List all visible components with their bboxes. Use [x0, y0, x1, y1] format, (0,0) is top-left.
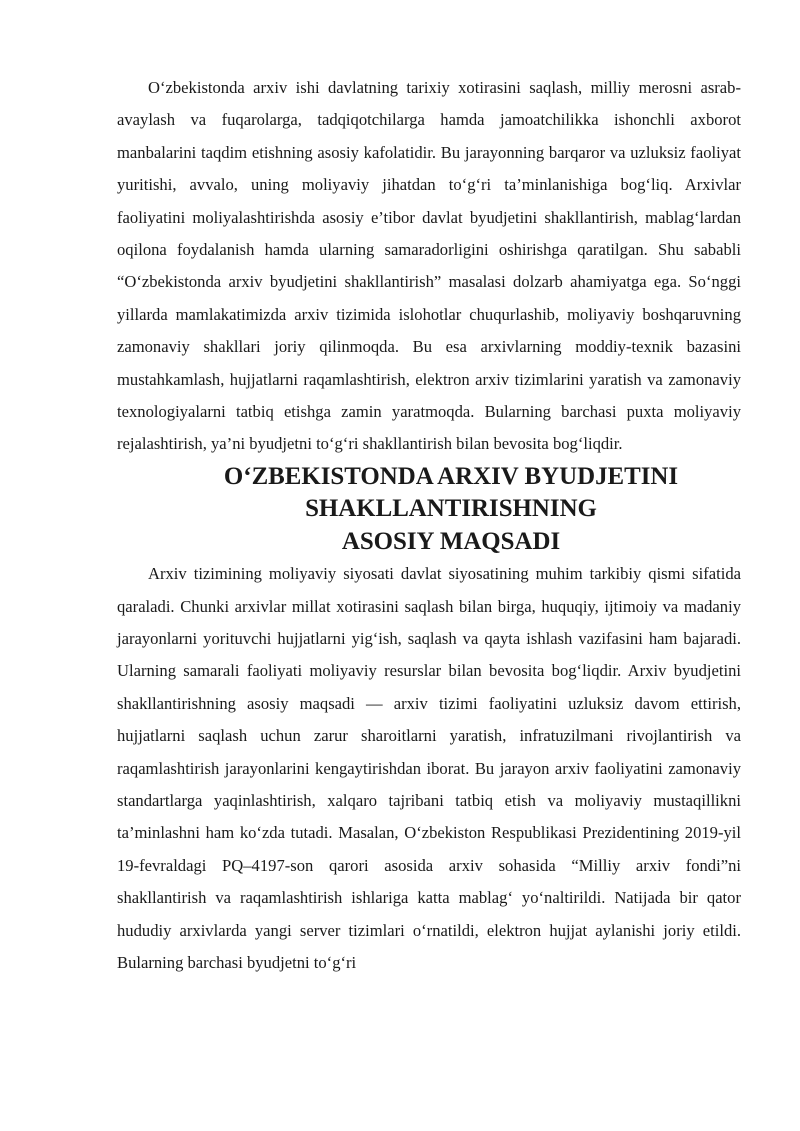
section-heading-line-2: ASOSIY MAQSADI: [341, 527, 561, 555]
intro-paragraph: O‘zbekistonda arxiv ishi davlatning tarixiy xotirasini saqlash, milliy merosni asrab-avaylash va fuqarolarga, tadqiqotchilarga hamda jamoatchilikka ishonchli axborot manbalarini taqdim etishning asosiy kafolatidir. Bu jarayonning barqaror va uzluksiz faoliyat yuritishi, avvalo, uning moliyaviy jihatdan to‘g‘ri ta’minlanishiga bog‘liq. Arxivlar faoliyatini moliyalashtirishda asosiy e’tibor davlat byudjetini shakllantirish, mablag‘lardan oqilona foydalanish hamda ularning samaradorligini oshirishga qaratilgan. Shu sababli “O‘zbekistonda arxiv byudjetini shakllantirish” masalasi dolzarb ahamiyatga ega. So‘nggi yillarda mamlakatimizda arxiv tizimida islohotlar chuqurlashib, moliyaviy boshqaruvning zamonaviy shakllari joriy qilinmoqda. Bu esa arxivlarning moddiy-texnik bazasini mustahkamlash, hujjatlarni raqamlashtirish, elektron arxiv tizimlarini yaratish va zamonaviy texnologiyalarni tatbiq etishga zamin yaratmoqda. Bularning barchasi puxta moliyaviy rejalashtirish, ya’ni byudjetni to‘g‘ri shakllantirish bilan bevosita bog‘liqdir.: [117, 78, 741, 454]
document-page: [117, 72, 741, 979]
section-paragraph: Arxiv tizimining moliyaviy siyosati davlat siyosatining muhim tarkibiy qismi sifatida qaraladi. Chunki arxivlar millat xotirasini saqlash bilan birga, huquqiy, ijtimoiy va madaniy jarayonlarni yorituvchi hujjatlarni yig‘ish, saqlash va qayta ishlash vazifasini ham bajaradi. Ularning samarali faoliyati moliyaviy resurslar bilan bevosita bog‘liqdir. Arxiv byudjetini shakllantirishning asosiy maqsadi — arxiv tizimi faoliyatini uzluksiz davom ettirish, hujjatlarni saqlash uchun zarur sharoitlarni yaratish, infratuzilmani rivojlantirish va raqamlashtirish jarayonlarini kengaytirishdan iborat. Bu jarayon arxiv faoliyatini zamonaviy standartlarga yaqinlashtirish, xalqaro tajribani tatbiq etish va moliyaviy mustaqillikni ta’minlashni ham ko‘zda tutadi. Masalan, O‘zbekiston Respublikasi Prezidentining 2019-yil 19-fevraldagi PQ–4197-son qarori asosida arxiv sohasida “Milliy arxiv fondi”ni shakllantirish va raqamlashtirish ishlariga katta mablag‘ yo‘naltirildi. Natijada bir qator hududiy arxivlarda yangi server tizimlari o‘rnatildi, elektron hujjat aylanishi joriy etildi. Bularning barchasi byudjetni to‘g‘ri: [117, 564, 741, 972]
section-heading-line-1: O‘ZBEKISTONDA ARXIV BYUDJETINI SHAKLLANTIRISHNING: [223, 462, 679, 523]
section-heading: [117, 461, 741, 558]
